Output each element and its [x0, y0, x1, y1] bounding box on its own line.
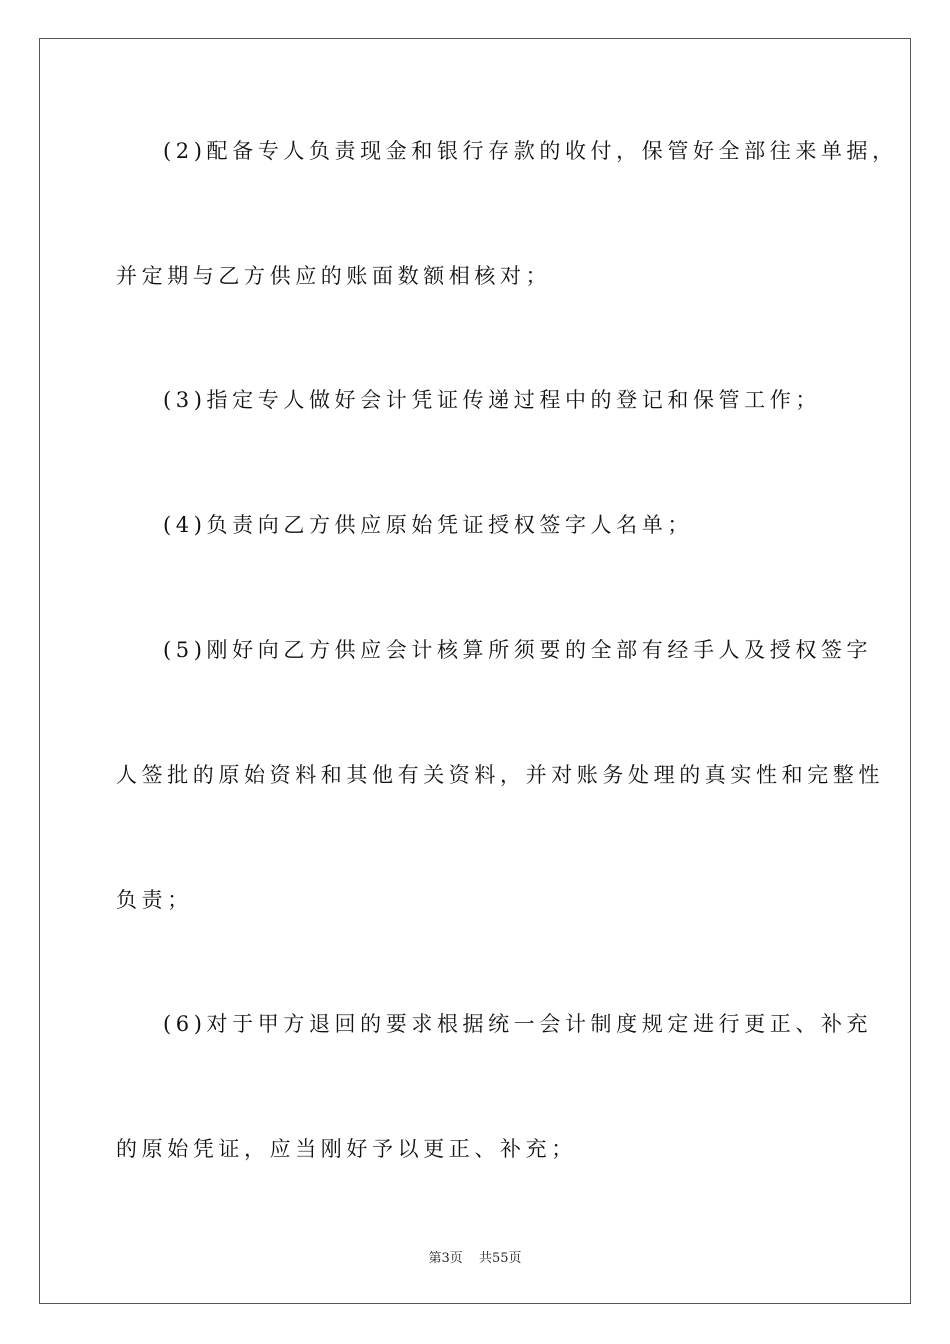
- paragraph-line: (5)刚好向乙方供应会计核算所须要的全部有经手人及授权签字: [163, 638, 873, 662]
- paragraph-line: (2)配备专人负责现金和银行存款的收付，保管好全部往来单据，: [163, 139, 898, 163]
- paragraph-line: 人签批的原始资料和其他有关资料，并对账务处理的真实性和完整性: [116, 763, 884, 787]
- page-border: [39, 38, 911, 1304]
- paragraph-line: 的原始凭证，应当刚好予以更正、补充；: [116, 1137, 577, 1161]
- paragraph-line: (4)负责向乙方供应原始凭证授权签字人名单；: [163, 513, 693, 537]
- paragraph-line: (3)指定专人做好会计凭证传递过程中的登记和保管工作；: [163, 388, 821, 412]
- paragraph-line: 并定期与乙方供应的账面数额相核对；: [116, 264, 552, 288]
- paragraph-line: (6)对于甲方退回的要求根据统一会计制度规定进行更正、补充: [163, 1012, 873, 1036]
- page-footer: [0, 1247, 950, 1266]
- paragraph-line: 负责；: [116, 888, 193, 912]
- page-number: 第3页: [428, 1251, 463, 1266]
- total-pages: 共55页: [478, 1251, 522, 1266]
